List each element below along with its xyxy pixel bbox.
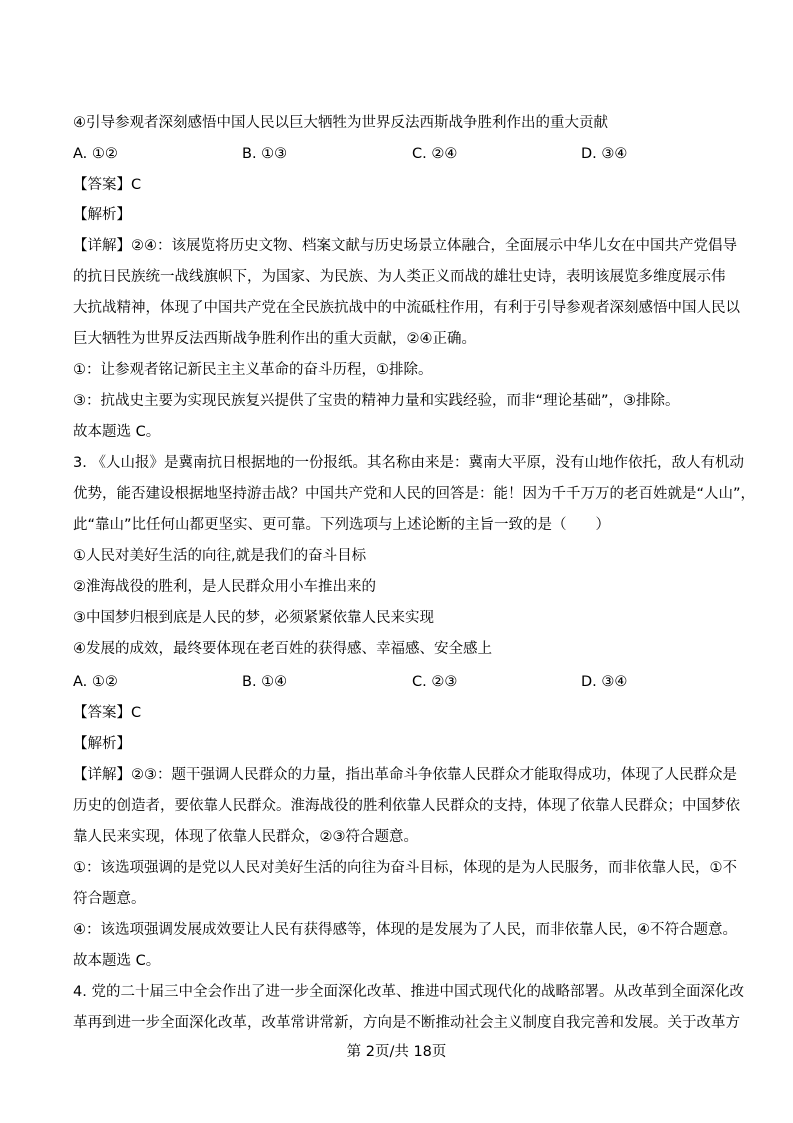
q3-conclusion: 故本题选 C。	[73, 953, 161, 969]
q3-detail-line: 靠人民来实现，体现了依靠人民群众，②③符合题意。	[73, 829, 418, 845]
q2-conclusion: 故本题选 C。	[73, 424, 161, 440]
q2-exclude-1: ①：让参观者铭记新民主主义革命的奋斗历程，①排除。	[73, 362, 433, 378]
q2-item-4: ④引导参观者深刻感悟中国人民以巨大牺牲为世界反法西斯战争胜利作出的重大贡献	[73, 115, 608, 131]
q2-analysis-label: 【解析】	[73, 207, 131, 223]
q3-exclude-4: ④：该选项强调发展成效要让人民有获得感等，体现的是发展为了人民，而非依靠人民，④不符合题意。	[73, 922, 737, 938]
q2-option-a[interactable]: A. ①②	[73, 146, 118, 162]
page-number: 第 2页/共 18页	[346, 1044, 447, 1060]
q3-stem-line: 此“靠山”比任何山都更坚实、更可靠。下列选项与上述论断的主旨一致的是（ ）	[73, 517, 611, 533]
q2-detail-line: 【详解】②④：该展览将历史文物、档案文献与历史场景立体融合，全面展示中华儿女在中国共产党倡导	[73, 238, 737, 254]
q2-option-d[interactable]: D. ③④	[581, 146, 628, 162]
q4-stem-line: 革再到进一步全面深化改革，改革常讲常新，方向是不断推动社会主义制度自我完善和发展。关于改革方	[73, 1015, 740, 1031]
q3-item-1: ①人民对美好生活的向往,就是我们的奋斗目标	[73, 548, 367, 564]
q3-option-b[interactable]: B. ①④	[242, 674, 288, 690]
q3-option-d[interactable]: D. ③④	[581, 674, 628, 690]
q3-stem-line: 3. 《人山报》是冀南抗日根据地的一份报纸。其名称由来是：冀南大平原，没有山地作依托，敌人有机动	[73, 455, 744, 471]
q3-item-2: ②淮海战役的胜利，是人民群众用小车推出来的	[73, 579, 376, 595]
q3-analysis-label: 【解析】	[73, 736, 131, 752]
q3-item-3: ③中国梦归根到底是人民的梦，必须紧紧依靠人民来实现	[73, 610, 434, 626]
q3-exclude-1: ①：该选项强调的是党以人民对美好生活的向往为奋斗目标，体现的是为人民服务，而非依靠人民，①不	[73, 860, 737, 876]
q3-option-a[interactable]: A. ①②	[73, 674, 118, 690]
q2-option-c[interactable]: C. ②④	[412, 146, 458, 162]
q2-options	[73, 144, 723, 164]
q3-option-c[interactable]: C. ②③	[412, 674, 458, 690]
q3-detail-line: 历史的创造者，要依靠人民群众。淮海战役的胜利依靠人民群众的支持，体现了依靠人民群众；中国梦依	[73, 798, 740, 814]
q2-detail-line: 大抗战精神，体现了中国共产党在全民族抗战中的中流砥柱作用，有利于引导参观者深刻感悟中国人民以	[73, 300, 740, 316]
q4-stem-line: 4. 党的二十届三中全会作出了进一步全面深化改革、推进中国式现代化的战略部署。从改革到全面深化改	[73, 984, 744, 1000]
q3-stem-line: 优势，能否建设根据地坚持游击战？中国共产党和人民的回答是：能！因为千千万万的老百姓就是“人山”，	[73, 486, 756, 502]
q3-options	[73, 672, 723, 692]
q3-exclude-1: 符合题意。	[73, 891, 146, 907]
q2-answer: 【答案】C	[73, 177, 142, 193]
q2-option-b[interactable]: B. ①③	[242, 146, 288, 162]
q3-answer: 【答案】C	[73, 705, 142, 721]
q3-detail-line: 【详解】②③：题干强调人民群众的力量，指出革命斗争依靠人民群众才能取得成功，体现了人民群众是	[73, 767, 737, 783]
q2-detail-line: 巨大牺牲为世界反法西斯战争胜利作出的重大贡献，②④正确。	[73, 331, 476, 347]
q2-exclude-3: ③：抗战史主要为实现民族复兴提供了宝贵的精神力量和实践经验，而非“理论基础”，③排除。	[73, 393, 680, 409]
q3-item-4: ④发展的成效，最终要体现在老百姓的获得感、幸福感、安全感上	[73, 641, 492, 657]
q2-detail-line: 的抗日民族统一战线旗帜下，为国家、为民族、为人类正义而战的雄壮史诗，表明该展览多维度展示伟	[73, 269, 726, 285]
